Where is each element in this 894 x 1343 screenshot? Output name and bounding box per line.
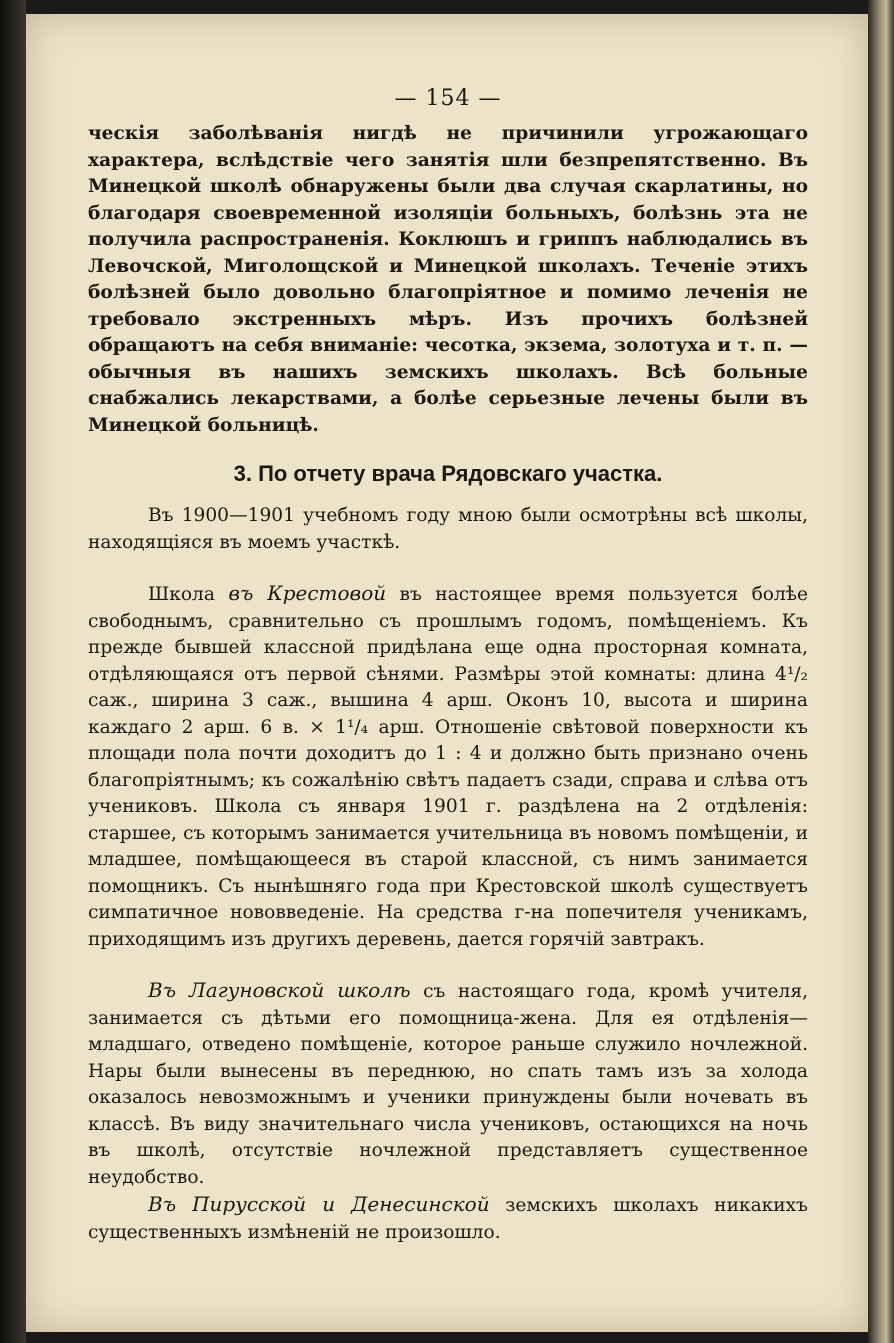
paragraph-lead: Школа <box>148 584 229 605</box>
paragraph-krestovaya-school <box>88 580 808 953</box>
paragraph-pirusskaya-school <box>88 1191 808 1246</box>
paragraph-body: въ настоящее время пользуется болѣе свободнымъ, сравнительно съ прошлымъ годомъ, помѣщеніемъ. Къ прежде бывшей классной придѣлана еще одна просторная комната, отдѣляющаяся отъ первой сѣнями. Размѣры этой комнаты: длина 4¹/₂ саж., ширина 3 саж., вышина 4 арш. Оконъ 10, высота и ширина каждаго 2 арш. 6 в. × 1¹/₄ арш. Отношеніе свѣтовой поверхности къ площади пола почти доходитъ до 1 : 4 и должно быть признано очень благопріятнымъ; къ сожалѣнію свѣтъ падаетъ сзади, справа и слѣва отъ учениковъ. Школа съ января 1901 г. раздѣлена на 2 отдѣленія: старшее, съ которымъ занимается учительница въ новомъ помѣщеніи, и младшее, помѣщающееся въ старой классной, съ нимъ занимается помощникъ. Съ нынѣшняго года при Крестовской школѣ существуетъ симпатичное нововведеніе. На средства г-на попечителя ученикамъ, приходящимъ изъ другихъ деревень, дается горячій завтракъ. <box>88 584 809 950</box>
paragraph-inspection: Въ 1900—1901 учебномъ году мною были осмотрѣны всѣ школы, находящіяся въ моемъ участкѣ. <box>88 505 808 553</box>
page-edge <box>868 0 894 1343</box>
school-name-lagunovskaya: Въ Лагуновской школѣ <box>148 978 411 1002</box>
section-heading: 3. По отчету врача Рядовскаго участка. <box>233 461 663 486</box>
page-content <box>88 86 808 1246</box>
book-gutter <box>0 0 26 1343</box>
paragraph-diseases: ческія заболѣванія нигдѣ не причинили угрожающаго характера, вслѣдствіе чего занятія шли безпрепятственно. Въ Минецкой школѣ обнаружены были два случая скарлатины, но благодаря своевременной изоляціи больныхъ, болѣзнь эта не получила распространенія. Коклюшъ и гриппъ наблюдались въ Левочской, Миголощской и Минецкой школахъ. Теченіе этихъ болѣзней было довольно благопріятное и помимо леченія не требовало экстренныхъ мѣръ. Изъ прочихъ болѣзней обращаютъ на себя вниманіе: чесотка, экзема, золотуха и т. п. — обычныя въ нашихъ земскихъ школахъ. Всѣ больные снабжались лекарствами, а болѣе серьезные лечены были въ Минецкой больницѣ. <box>88 123 808 436</box>
page-number: — 154 — <box>394 86 502 111</box>
book-page <box>26 14 868 1332</box>
paragraph-body: земскихъ школахъ никакихъ существенныхъ измѣненій не произошло. <box>88 1195 808 1243</box>
school-name-pirusskaya: Въ Пирусской и Денесинской <box>148 1192 490 1216</box>
school-name-krestovaya: въ Крестовой <box>228 581 387 605</box>
paragraph-lagunovskaya-school <box>88 977 808 1191</box>
paragraph-body: съ настоящаго года, кромѣ учителя, занимается съ дѣтьми его помощница-жена. Для ея отдѣленія—младшаго, отведено помѣщеніе, которое раньше служило ночлежной. Нары были вынесены въ переднюю, но спать тамъ изъ за холода оказалось невозможнымъ и ученики принуждены были ночевать въ классѣ. Въ виду значительнаго числа учениковъ, остающихся на ночь въ школѣ, отсутствіе ночлежной представляетъ существенное неудобство. <box>88 981 808 1188</box>
